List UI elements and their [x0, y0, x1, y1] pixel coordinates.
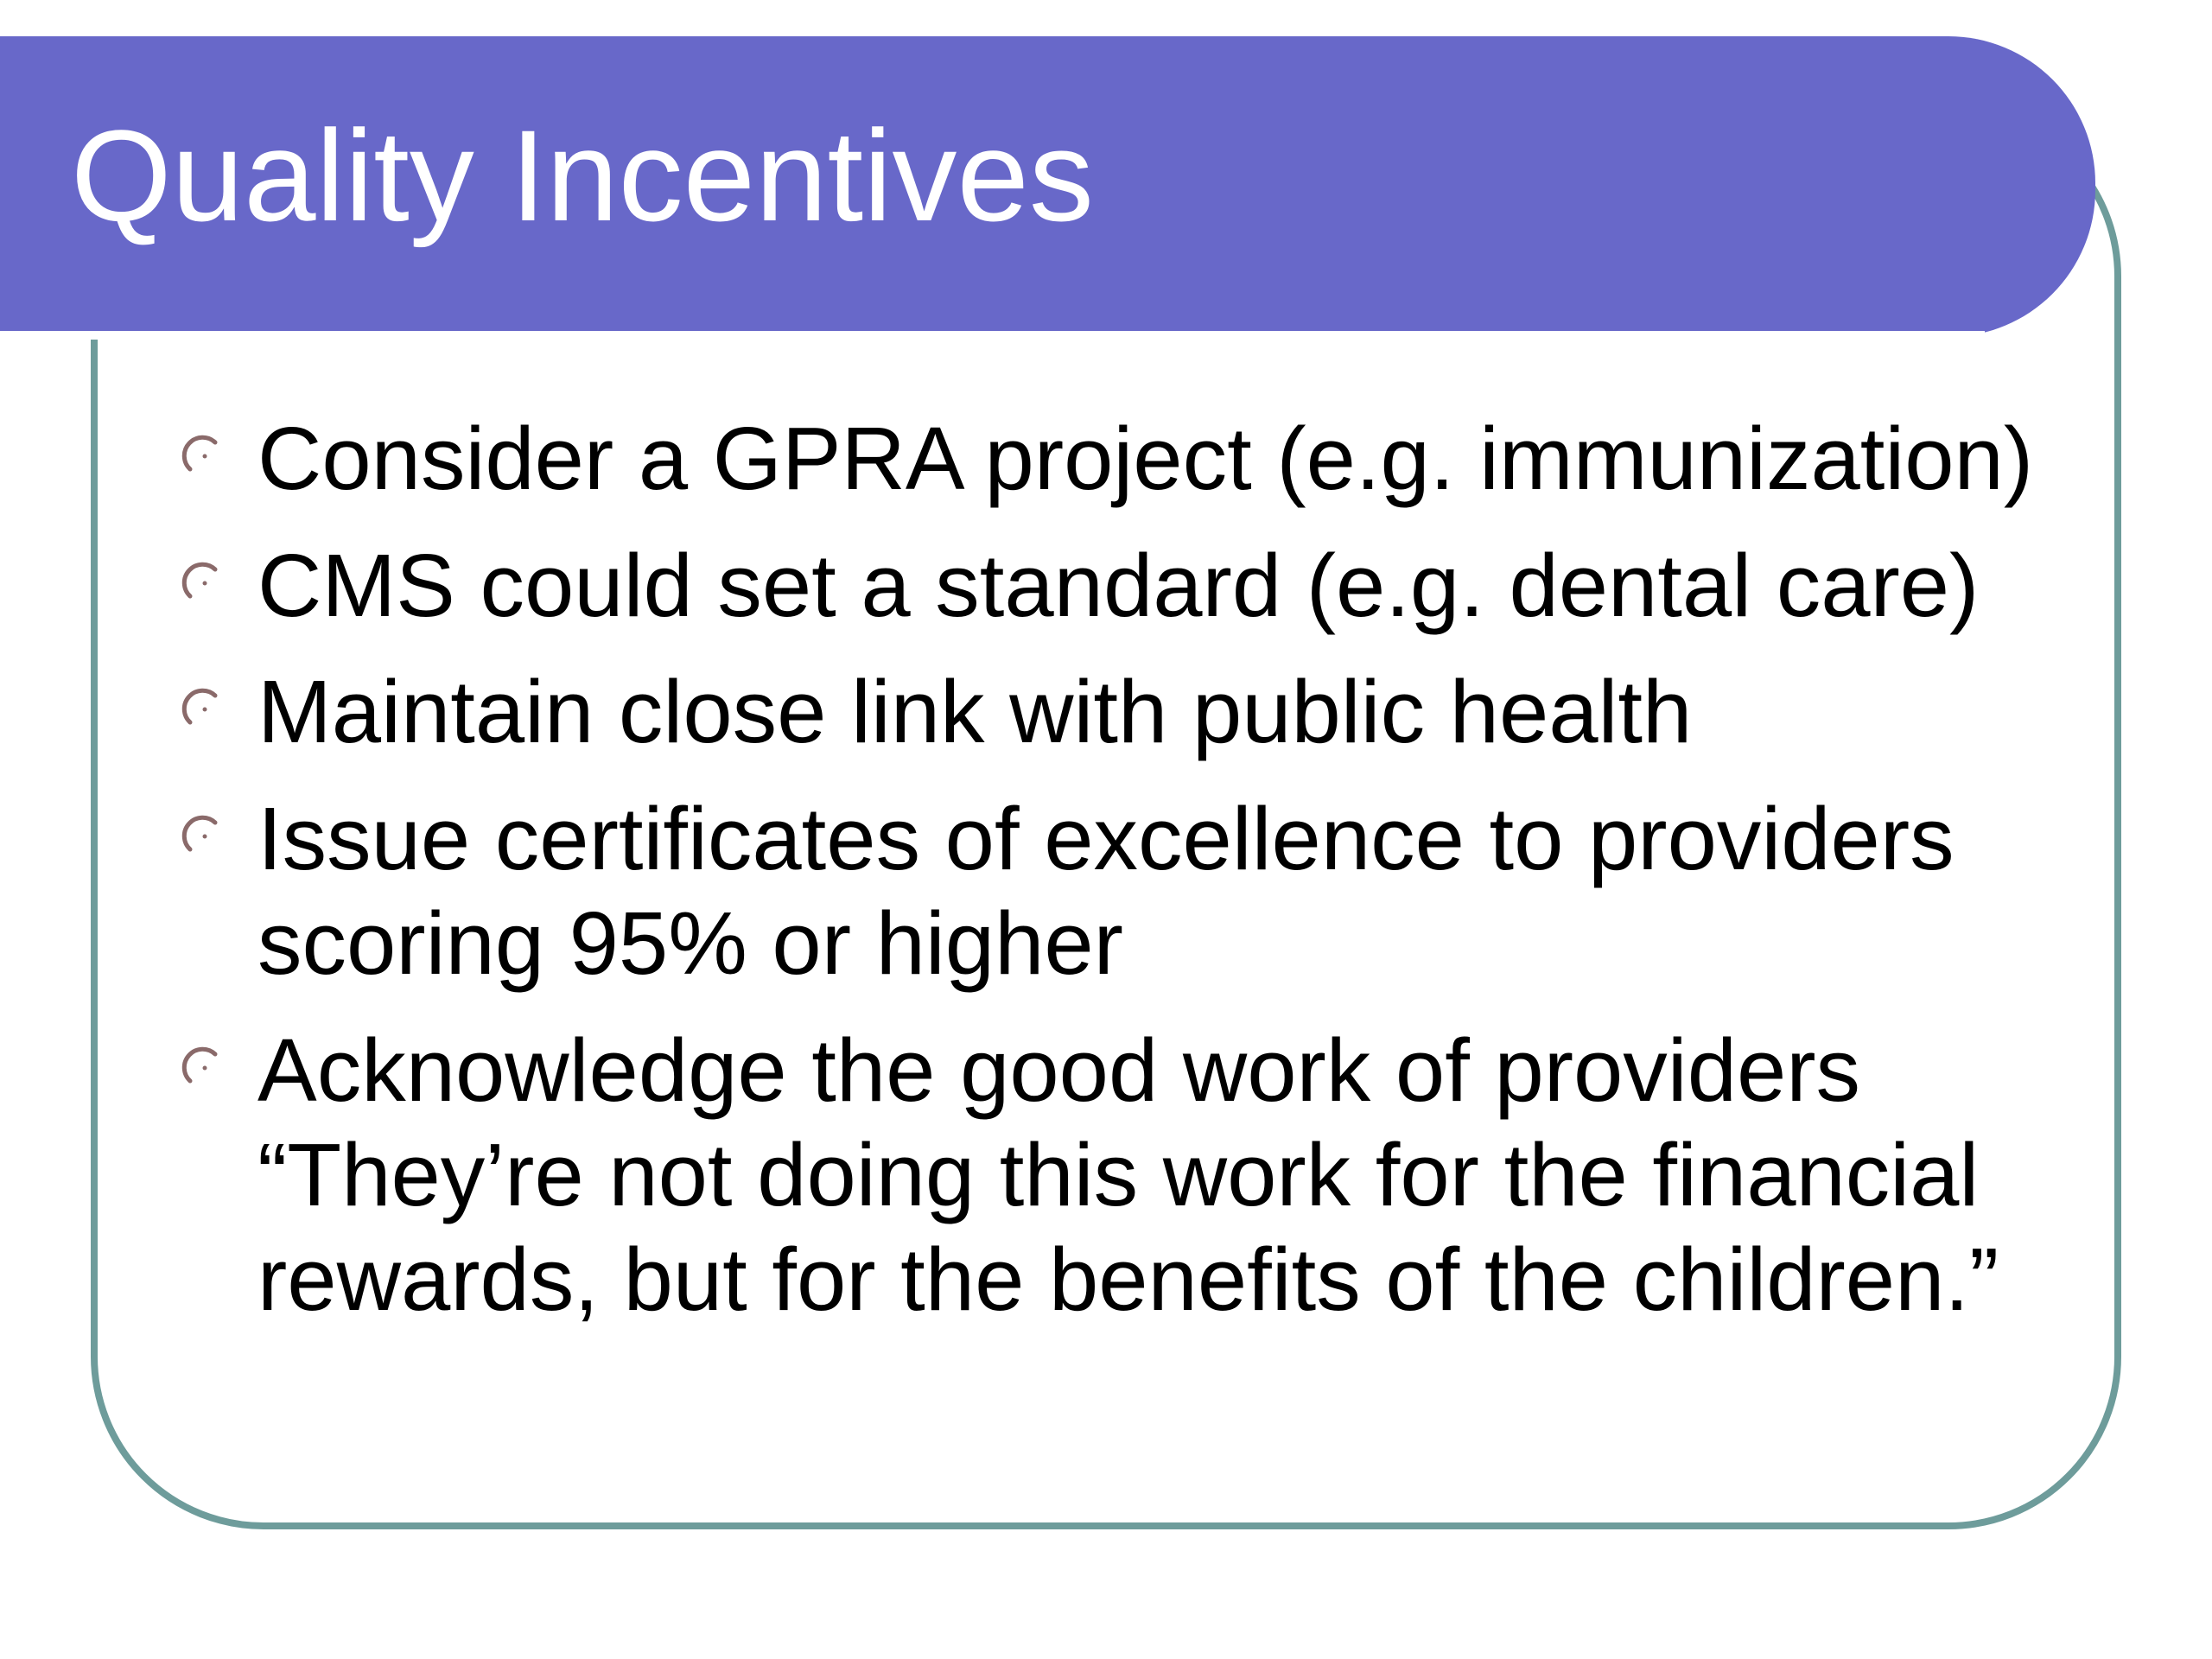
page-title: Quality Incentives — [71, 103, 1094, 248]
open-arc-bullet-icon — [178, 432, 226, 480]
bullet-text: CMS could set a standard (e.g. dental care) — [257, 536, 1980, 635]
open-arc-bullet-icon — [178, 1044, 226, 1092]
bullet-text: Maintain close link with public health — [257, 662, 1693, 761]
bullet-text: Consider a GPRA project (e.g. immunization) — [257, 409, 2034, 508]
open-arc-bullet-icon — [178, 812, 226, 861]
bullet-text: Acknowledge the good work of providers “They’re not doing this work for the financial rewards, but for the benefits of the children.” — [257, 1020, 1999, 1329]
open-arc-bullet-icon — [178, 559, 226, 607]
bullet-text: Issue certificates of excellence to providers scoring 95% or higher — [257, 789, 1955, 993]
open-arc-bullet-icon — [178, 685, 226, 734]
